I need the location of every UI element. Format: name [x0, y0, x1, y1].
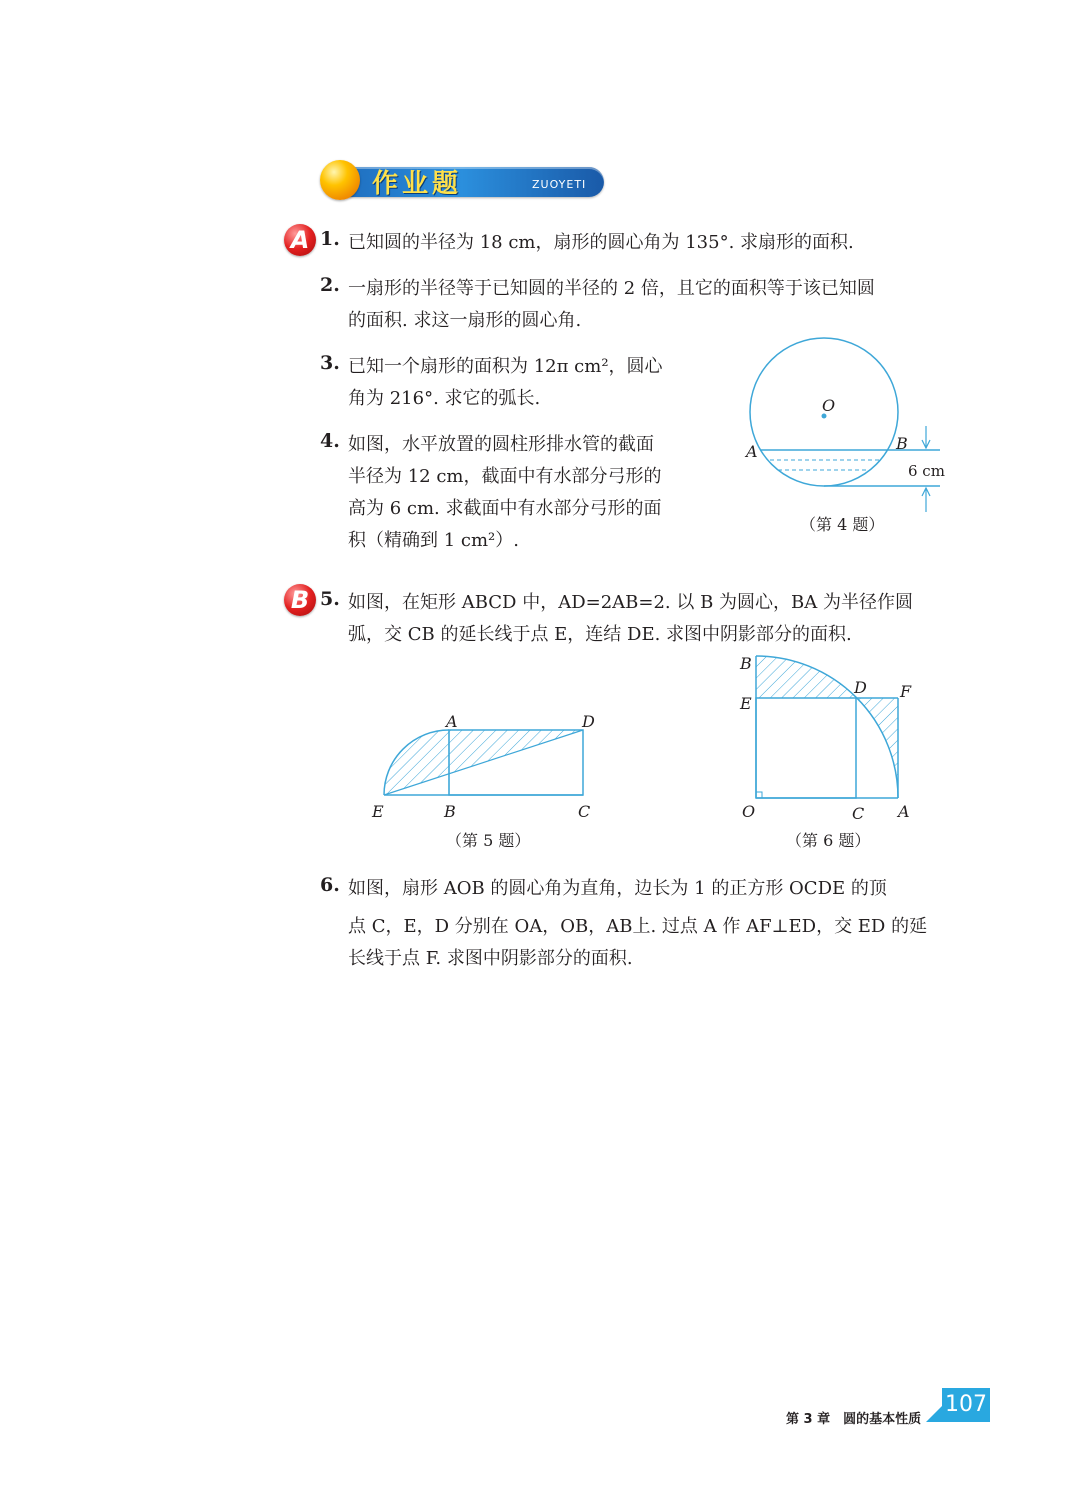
question-6-line-3: 长线于点 F. 求图中阴影部分的面积. — [348, 948, 633, 969]
figure-5-diagram — [370, 720, 600, 810]
question-3-number: 3. — [320, 352, 340, 374]
fig6-label-o: O — [742, 802, 756, 821]
question-3-line-2: 角为 216°. 求它的弧长. — [348, 388, 541, 409]
question-1-line-1: 已知圆的半径为 18 cm，扇形的圆心角为 135°. 求扇形的面积. — [348, 232, 854, 253]
figure-4-caption: （第 4 题） — [800, 515, 885, 534]
chapter-footer: 第 3 章 圆的基本性质 — [786, 1412, 922, 1427]
page-number: 107 — [942, 1388, 990, 1422]
fig6-label-e: E — [740, 694, 752, 713]
figure-6-caption: （第 6 题） — [786, 831, 871, 850]
orange-ball-icon — [320, 160, 360, 200]
fig6-label-b: B — [740, 654, 752, 673]
figure-4-diagram — [730, 336, 960, 536]
question-5-number: 5. — [320, 588, 340, 610]
question-2-line-1: 一扇形的半径等于已知圆的半径的 2 倍，且它的面积等于该已知圆 — [348, 278, 875, 299]
fig4-label-a: A — [746, 442, 758, 461]
fig6-label-d: D — [854, 678, 867, 697]
fig6-label-c: C — [852, 804, 865, 823]
level-b-badge: B — [284, 584, 316, 616]
level-a-badge: A — [284, 224, 316, 256]
figure-6-diagram — [750, 650, 920, 810]
question-3-line-1: 已知一个扇形的面积为 12π cm²，圆心 — [348, 356, 663, 377]
fig5-label-b: B — [444, 802, 456, 821]
fig6-shaded-top — [756, 656, 856, 698]
fig5-label-c: C — [578, 802, 591, 821]
question-6-line-1: 如图，扇形 AOB 的圆心角为直角，边长为 1 的正方形 OCDE 的顶 — [348, 878, 887, 899]
question-6-line-2: 点 C，E，D 分别在 OA，OB，AB上. 过点 A 作 AF⊥ED，交 ED 的延 — [348, 916, 928, 937]
question-4-line-3: 高为 6 cm. 求截面中有水部分弓形的面 — [348, 498, 662, 519]
fig6-shaded-right — [856, 698, 898, 798]
fig6-square-ocde — [756, 698, 856, 798]
section-banner — [318, 158, 606, 204]
question-4-line-2: 半径为 12 cm，截面中有水部分弓形的 — [348, 466, 662, 487]
banner-subtitle: ZUOYETI — [532, 178, 587, 191]
question-4-line-1: 如图，水平放置的圆柱形排水管的截面 — [348, 434, 654, 455]
question-2-line-2: 的面积. 求这一扇形的圆心角. — [348, 310, 582, 331]
question-5-line-1: 如图，在矩形 ABCD 中，AD=2AB=2. 以 B 为圆心，BA 为半径作圆 — [348, 592, 913, 613]
question-6-number: 6. — [320, 874, 340, 896]
fig5-label-d: D — [582, 712, 595, 731]
fig6-label-f: F — [900, 682, 912, 701]
figure-5-caption: （第 5 题） — [446, 831, 531, 850]
fig4-height-label: 6 cm — [908, 462, 945, 480]
banner-title: 作业题 — [372, 169, 463, 199]
question-2-number: 2. — [320, 274, 340, 296]
question-4-number: 4. — [320, 430, 340, 452]
fig5-label-a: A — [446, 712, 458, 731]
question-5-line-2: 弧，交 CB 的延长线于点 E，连结 DE. 求图中阴影部分的面积. — [348, 624, 852, 645]
fig5-label-e: E — [372, 802, 384, 821]
page-number-tab-icon — [926, 1406, 942, 1422]
question-1-number: 1. — [320, 228, 340, 250]
fig6-right-angle-mark — [756, 792, 762, 798]
fig4-label-o: O — [822, 396, 836, 415]
fig4-label-b: B — [896, 434, 908, 453]
question-4-line-4: 积（精确到 1 cm²）. — [348, 530, 519, 551]
fig6-label-a: A — [898, 802, 910, 821]
